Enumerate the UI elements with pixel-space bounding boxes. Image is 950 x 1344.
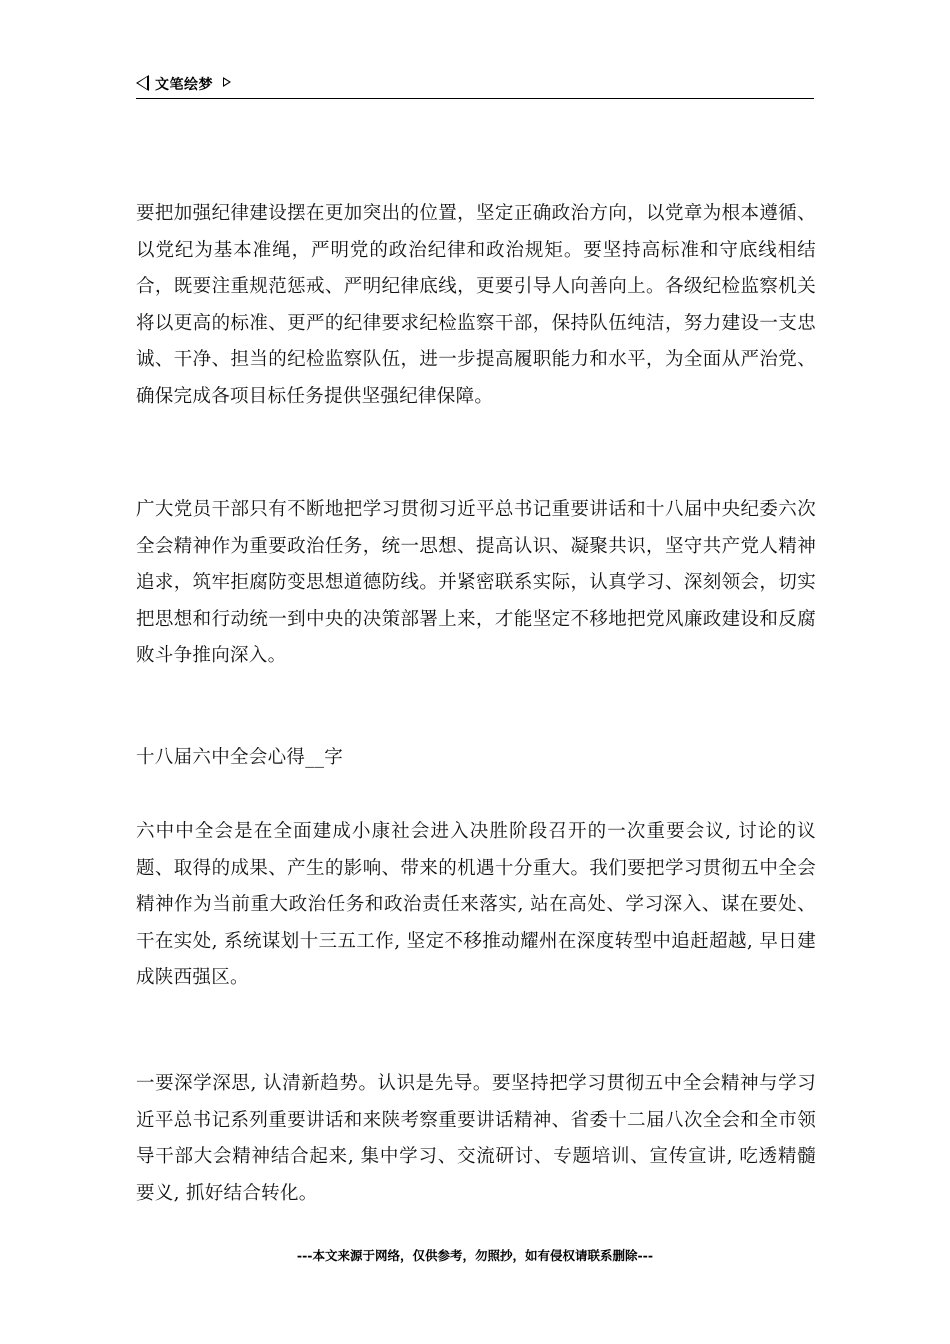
right-triangle-icon (223, 77, 231, 87)
section-subtitle: 十八届六中全会心得__字 (136, 747, 344, 768)
page-footer-disclaimer: ---本文来源于网络，仅供参考，勿照抄，如有侵权请联系删除--- (296, 1248, 654, 1263)
paragraph-party-members: 广大党员干部只有不断地把学习贯彻习近平总书记重要讲话和十八届中央纪委六次全会精神作为重要政治任务，统一思想、提高认识、凝聚共识，坚守共产党人精神追求，筑牢拒腐防变思想道德防线。并紧密联系实际，认真学习、深刻领会，切实把思想和行动统一到中央的决策部署上来，才能坚定不移地把党风廉政建设和反腐败斗争推向深入。 (136, 499, 816, 666)
paragraph-deep-study: 一要深学深思, 认清新趋势。认识是先导。要坚持把学习贯彻五中全会精神与学习近平总书记系列重要讲话和来陕考察重要讲话精神、省委十二届八次全会和全市领导干部大会精神结合起来, 集中学习、交流研讨、专题培训、宣传宣讲, 吃透精髓要义, 抓好结合转化。 (136, 1073, 816, 1204)
paragraph-plenary-session: 六中中全会是在全面建成小康社会进入决胜阶段召开的一次重要会议, 讨论的议题、取得的成果、产生的影响、带来的机遇十分重大。我们要把学习贯彻五中全会精神作为当前重大政治任务和政治责任来落实, 站在高处、学习深入、谋在要处、干在实处, 系统谋划十三五工作, 坚定不移推动耀州在深度转型中追赶超越, 早日建成陕西强区。 (136, 821, 816, 988)
header-brand: 文笔绘梦 (155, 77, 213, 93)
left-triangle-icon (136, 75, 149, 91)
page-header (136, 72, 814, 99)
paragraph-discipline: 要把加强纪律建设摆在更加突出的位置，坚定正确政治方向，以党章为根本遵循、以党纪为基本准绳，严明党的政治纪律和政治规矩。要坚持高标准和守底线相结合，既要注重规范惩戒、严明纪律底线，更要引导人向善向上。各级纪检监察机关将以更高的标准、更严的纪律要求纪检监察干部，保持队伍纯洁，努力建设一支忠诚、干净、担当的纪检监察队伍，进一步提高履职能力和水平，为全面从严治党、确保完成各项目标任务提供坚强纪律保障。 (136, 203, 816, 407)
